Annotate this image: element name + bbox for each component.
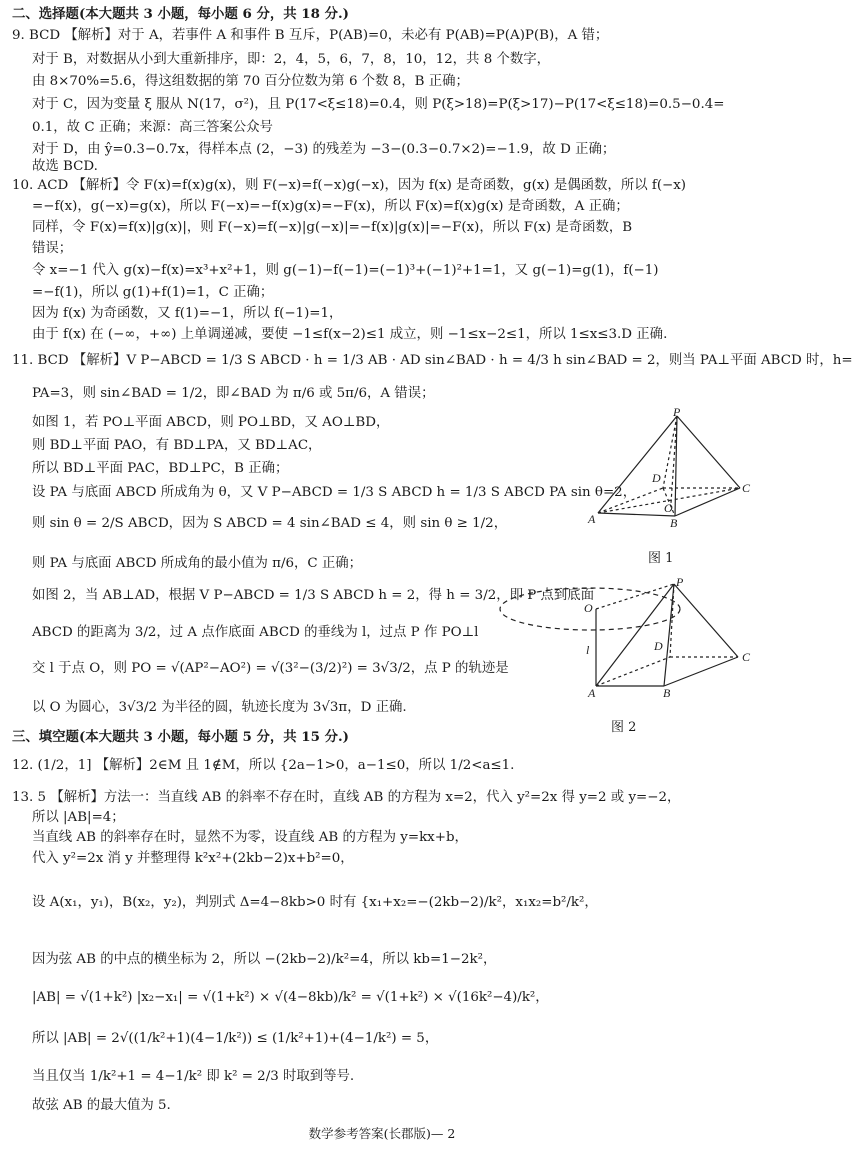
q11-line: ABCD 的距离为 3/2，过 A 点作底面 ABCD 的垂线为 l，过点 P 作 PO⊥l	[32, 625, 479, 640]
q10-line: =−f(x)，g(−x)=g(x)，所以 F(−x)=−f(x)g(x)=−F(x)，所以 F(x)=f(x)g(x) 是奇函数，A 正确；	[32, 199, 629, 214]
q11-line: 交 l 于点 O，则 PO = √(AP²−AO²) = √(3²−(3/2)²) = 3√3/2，点 P 的轨迹是	[32, 661, 509, 676]
q12-line: 12. (1/2，1] 【解析】2∈M 且 1∉M，所以 {2a−1>0，a−1≤0，所以 1/2<a≤1.	[12, 758, 515, 773]
q13-line: |AB| = √(1+k²) |x₂−x₁| = √(1+k²) × √(4−8kb)/k² = √(1+k²) × √(16k²−4)/k²，	[32, 990, 549, 1005]
q11-line: 设 PA 与底面 ABCD 所成角为 θ，又 V P−ABCD = 1/3 S ABCD h = 1/3 S ABCD PA sin θ=2，	[32, 485, 637, 500]
section-heading-fill: 三、填空题(本大题共 3 小题，每小题 5 分，共 15 分.)	[12, 729, 349, 745]
fig1-label-a: A	[588, 512, 596, 526]
q13-line: 故弦 AB 的最大值为 5.	[32, 1098, 171, 1113]
q13-line: 设 A(x₁，y₁)，B(x₂，y₂)，判别式 Δ=4−8kb>0 时有 {x₁+x₂=−(2kb−2)/k²，x₁x₂=b²/k²，	[32, 895, 598, 910]
fig1-label-p: P	[673, 405, 681, 419]
q11-line: 如图 2，当 AB⊥AD，根据 V P−ABCD = 1/3 S ABCD h = 2，得 h = 3/2，即 P 点到底面	[32, 588, 595, 603]
q13-line: 代入 y²=2x 消 y 并整理得 k²x²+(2kb−2)x+b²=0，	[32, 851, 354, 866]
fig1-label-d: D	[652, 471, 661, 485]
fig2-label-d: D	[654, 639, 663, 653]
fig2-label-l: l	[586, 643, 590, 657]
q13-line: 所以 |AB|=4；	[32, 810, 125, 825]
page-footer: 数学参考答案(长郡版)— 2	[308, 1126, 456, 1141]
q11-line: 11. BCD 【解析】V P−ABCD = 1/3 S ABCD · h = 1/3 AB · AD sin∠BAD · h = 4/3 h sin∠BAD = 2，则当 PA⊥平面 ABCD 时，h=	[12, 353, 853, 368]
q9-line: 0.1，故 C 正确；来源：高三答案公众号	[32, 120, 273, 135]
fig2-label-b: B	[663, 686, 671, 700]
section-heading-choice: 二、选择题(本大题共 3 小题，每小题 6 分，共 18 分.)	[12, 6, 349, 22]
q9-line: 9. BCD 【解析】对于 A，若事件 A 和事件 B 互斥，P(AB)=0，未必有 P(AB)=P(A)P(B)，A 错；	[12, 28, 609, 43]
q11-line: 则 sin θ = 2/S ABCD，因为 S ABCD = 4 sin∠BAD ≤ 4，则 sin θ ≥ 1/2，	[32, 516, 508, 531]
figure-2-caption: 图 2	[611, 720, 637, 735]
q10-line: 因为 f(x) 为奇函数，又 f(1)=−1，所以 f(−1)=1，	[32, 306, 343, 321]
q9-line: 故选 BCD.	[32, 159, 98, 174]
fig2-label-c: C	[742, 650, 751, 664]
q11-line: 如图 1，若 PO⊥平面 ABCD，则 PO⊥BD，又 AO⊥BD，	[32, 415, 390, 430]
q9-line: 对于 C，因为变量 ξ 服从 N(17，σ²)，且 P(17<ξ≤18)=0.4，则 P(ξ>18)=P(ξ>17)−P(17<ξ≤18)=0.5−0.4=	[32, 97, 725, 112]
q13-line: 当直线 AB 的斜率存在时，显然不为零，设直线 AB 的方程为 y=kx+b，	[32, 830, 468, 845]
q13-line: 当且仅当 1/k²+1 = 4−1/k² 即 k² = 2/3 时取到等号.	[32, 1069, 355, 1084]
fig2-label-o: O	[584, 601, 593, 615]
q10-line: 10. ACD 【解析】令 F(x)=f(x)g(x)，则 F(−x)=f(−x)g(−x)，因为 f(x) 是奇函数，g(x) 是偶函数，所以 f(−x)	[12, 178, 687, 193]
q10-line: 令 x=−1 代入 g(x)−f(x)=x³+x²+1，则 g(−1)−f(−1)=(−1)³+(−1)²+1=1，又 g(−1)=g(1)，f(−1)	[32, 263, 659, 278]
fig1-label-b: B	[670, 516, 678, 530]
fig1-label-o: O	[664, 501, 673, 515]
q11-line: 则 BD⊥平面 PAO，有 BD⊥PA，又 BD⊥AC，	[32, 438, 322, 453]
q10-line: 错误；	[32, 241, 73, 256]
fig2-label-a: A	[588, 686, 596, 700]
q9-line: 由 8×70%=5.6，得这组数据的第 70 百分位数为第 6 个数 8，B 正确；	[32, 74, 469, 89]
q13-line: 13. 5 【解析】方法一：当直线 AB 的斜率不存在时，直线 AB 的方程为 x=2，代入 y²=2x 得 y=2 或 y=−2，	[12, 790, 681, 805]
q9-line: 对于 B，对数据从小到大重新排序，即：2，4，5，6，7，8，10，12，共 8 个数字，	[32, 52, 551, 67]
q10-line: =−f(1)，所以 g(1)+f(1)=1，C 正确；	[32, 285, 274, 300]
q11-line: 则 PA 与底面 ABCD 所成角的最小值为 π/6，C 正确；	[32, 556, 363, 571]
fig2-label-p: P	[676, 575, 684, 589]
q13-line: 所以 |AB| = 2√((1/k²+1)(4−1/k²)) ≤ (1/k²+1)+(4−1/k²) = 5，	[32, 1031, 439, 1046]
q13-line: 因为弦 AB 的中点的横坐标为 2，所以 −(2kb−2)/k²=4，所以 kb=1−2k²，	[32, 952, 497, 967]
q11-line: 所以 BD⊥平面 PAC，BD⊥PC，B 正确；	[32, 461, 289, 476]
q9-line: 对于 D，由 ŷ=0.3−0.7x，得样本点 (2，−3) 的残差为 −3−(0.3−0.7×2)=−1.9，故 D 正确；	[32, 142, 616, 157]
figure-2-pyramid	[498, 576, 756, 700]
q11-line: 以 O 为圆心，3√3/2 为半径的圆，轨迹长度为 3√3π，D 正确.	[32, 700, 407, 715]
q11-line: PA=3，则 sin∠BAD = 1/2，即∠BAD 为 π/6 或 5π/6，A 错误；	[32, 386, 435, 401]
figure-1-caption: 图 1	[648, 551, 674, 566]
q10-line: 同样，令 F(x)=f(x)|g(x)|，则 F(−x)=f(−x)|g(−x)|=−f(x)|g(x)|=−F(x)，所以 F(x) 是奇函数，B	[32, 220, 633, 235]
fig1-label-c: C	[742, 481, 751, 495]
figure-1-pyramid	[580, 405, 751, 530]
q10-line: 由于 f(x) 在 (−∞，+∞) 上单调递减，要使 −1≤f(x−2)≤1 成立，则 −1≤x−2≤1，所以 1≤x≤3.D 正确.	[32, 327, 668, 342]
